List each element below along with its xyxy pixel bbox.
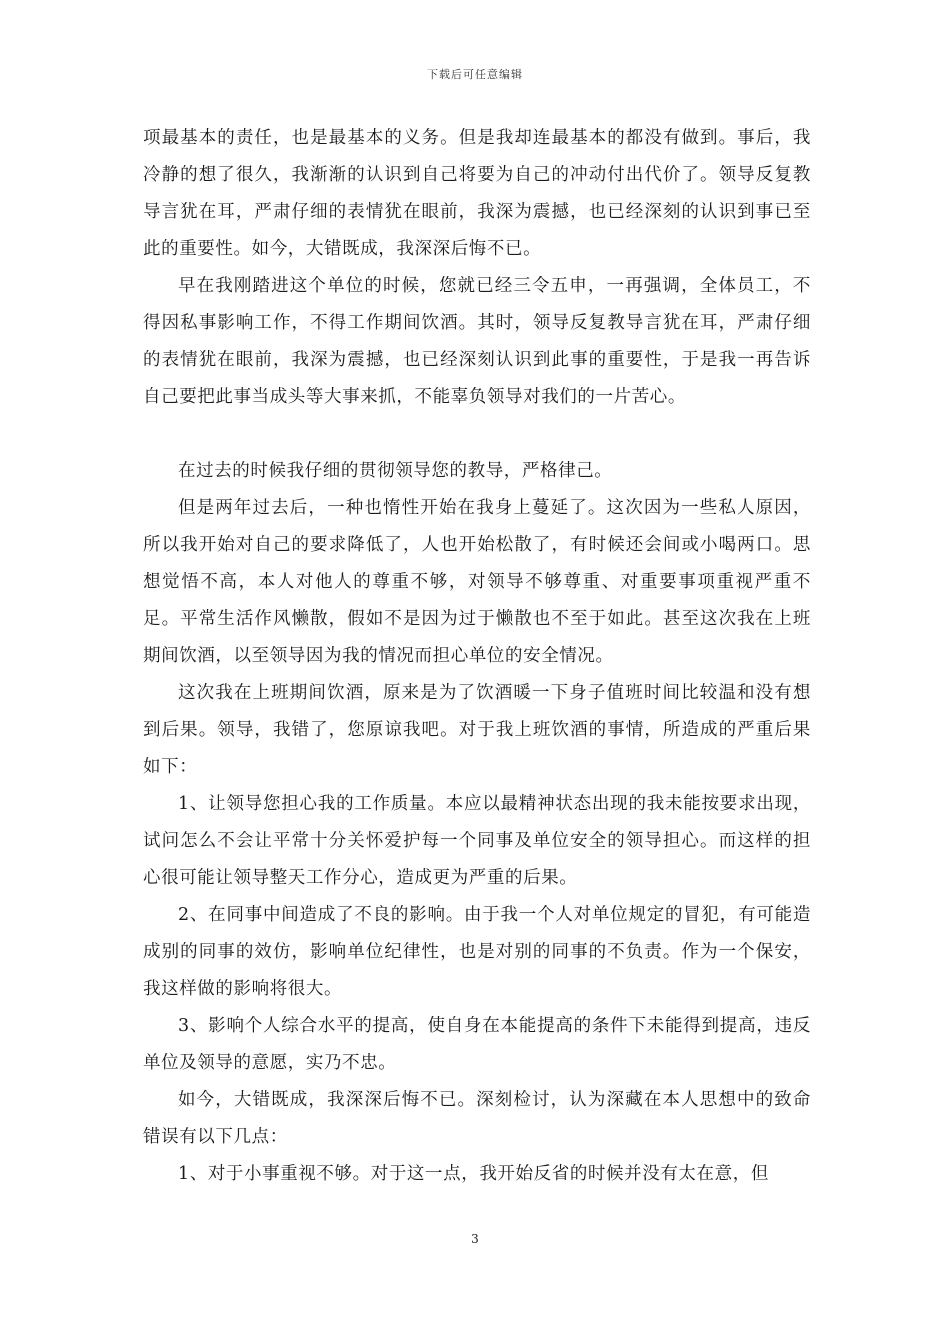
list-item: 2、在同事中间造成了不良的影响。由于我一个人对单位规定的冒犯，有可能造成别的同事的效仿，影响单位纪律性，也是对别的同事的不负责。作为一个保安，我这样做的影响将很大。: [143, 905, 811, 999]
list-item: 3、影响个人综合水平的提高，使自身在本能提高的条件下未能得到提高，违反单位及领导的意愿，实乃不忠。: [143, 1016, 811, 1073]
paragraph-continuation: 项最基本的责任，也是最基本的义务。但是我却连最基本的都没有做到。事后，我冷静的想了很久，我渐渐的认识到自己将要为自己的冲动付出代价了。领导反复教导言犹在耳，严肃仔细的表情犹在眼前，我深为震撼，也已经深刻的认识到事已至此的重要性。如今，大错既成，我深深后悔不已。: [143, 128, 811, 259]
paragraph: 但是两年过去后，一种也惰性开始在我身上蔓延了。这次因为一些私人原因，所以我开始对自己的要求降低了，人也开始松散了，有时候还会间或小喝两口。思想觉悟不高，本人对他人的尊重不够，对领导不够尊重、对重要事项重视严重不足。平常生活作风懒散，假如不是因为过于懒散也不至于如此。甚至这次我在上班期间饮酒，以至领导因为我的情况而担心单位的安全情况。: [143, 498, 811, 666]
header-note: 下载后可任意编辑: [427, 68, 523, 81]
list-item: 1、对于小事重视不够。对于这一点，我开始反省的时候并没有太在意，但: [178, 1164, 769, 1184]
paragraph: 这次我在上班期间饮酒，原来是为了饮酒暖一下身子值班时间比较温和没有想到后果。领导，我错了，您原谅我吧。对于我上班饮酒的事情，所造成的严重后果如下：: [143, 683, 811, 777]
blank-line: [143, 416, 811, 453]
paragraph: 如今，大错既成，我深深后悔不已。深刻检讨，认为深藏在本人思想中的致命错误有以下几点：: [143, 1090, 811, 1147]
document-body: [143, 120, 811, 1193]
page-number: 3: [471, 1232, 479, 1246]
paragraph: 早在我刚踏进这个单位的时候，您就已经三令五申，一再强调，全体员工，不得因私事影响工作，不得工作期间饮酒。其时，领导反复教导言犹在耳，严肃仔细的表情犹在眼前，我深为震撼，也已经深刻认识到此事的重要性，于是我一再告诉自己要把此事当成头等大事来抓，不能辜负领导对我们的一片苦心。: [143, 276, 811, 407]
paragraph: 在过去的时候我仔细的贯彻领导您的教导，严格律己。: [178, 461, 613, 481]
list-item: 1、让领导您担心我的工作质量。本应以最精神状态出现的我未能按要求出现，试问怎么不会让平常十分关怀爱护每一个同事及单位安全的领导担心。而这样的担心很可能让领导整天工作分心，造成更为严重的后果。: [143, 794, 811, 888]
